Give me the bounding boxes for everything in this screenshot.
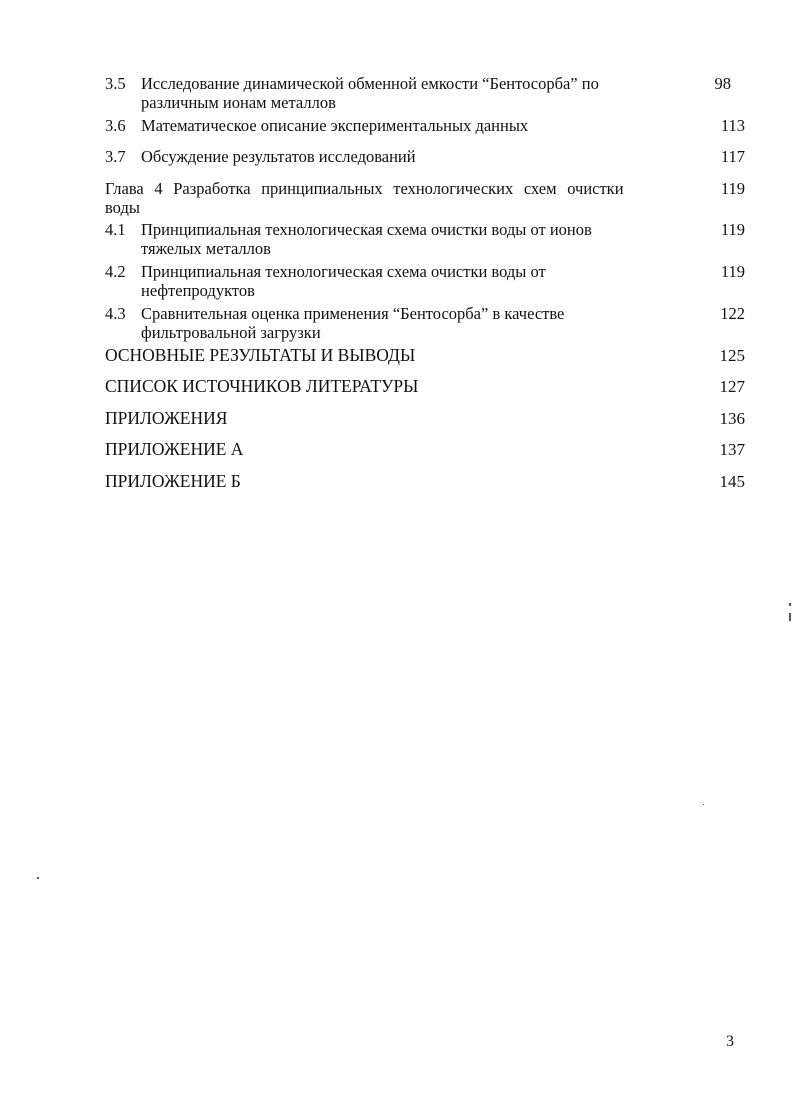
scan-speck bbox=[789, 613, 791, 621]
toc-entry-page: 119 bbox=[720, 220, 745, 239]
toc-entry-title-line1: ПРИЛОЖЕНИЕ А bbox=[105, 439, 244, 459]
toc-entry-appendix-a bbox=[105, 440, 745, 459]
toc-entry-4-2 bbox=[105, 262, 745, 300]
toc-entry-page: 145 bbox=[719, 472, 745, 491]
toc-entry-title-line1: Принципиальная технологическая схема очистки воды от bbox=[141, 262, 546, 281]
scan-speck bbox=[37, 877, 39, 879]
toc-entry-number: 4.2 bbox=[105, 262, 126, 281]
toc-entry-4-1 bbox=[105, 220, 745, 258]
toc-entry-page: 127 bbox=[719, 377, 745, 396]
toc-entry-title-line2: различным ионам металлов bbox=[141, 93, 336, 112]
toc-entry-title-line1: СПИСОК ИСТОЧНИКОВ ЛИТЕРАТУРЫ bbox=[105, 376, 419, 396]
toc-entry-page: 125 bbox=[719, 346, 745, 365]
toc-entry-page: 117 bbox=[720, 147, 745, 166]
toc-entry-title-line2: воды bbox=[105, 198, 140, 217]
scan-speck bbox=[703, 804, 704, 805]
toc-entry-main-results bbox=[105, 346, 745, 365]
toc-entry-3-7 bbox=[105, 147, 745, 166]
toc-entry-title-line1: Математическое описание экспериментальных данных bbox=[141, 116, 529, 135]
toc-entry-title-line1: ПРИЛОЖЕНИЕ Б bbox=[105, 471, 241, 491]
toc-entry-title-line1: Сравнительная оценка применения “Бентосорба” в качестве bbox=[141, 304, 565, 323]
toc-entry-appendix-b bbox=[105, 472, 745, 491]
toc-entry-number: 3.5 bbox=[105, 74, 126, 93]
toc-entry-page: 136 bbox=[719, 409, 745, 428]
scan-speck bbox=[789, 603, 791, 606]
toc-entry-appendices bbox=[105, 409, 745, 428]
toc-entry-chapter-4 bbox=[105, 179, 745, 217]
toc-entry-4-3 bbox=[105, 304, 745, 342]
toc-entry-3-6 bbox=[105, 116, 745, 135]
toc-entry-page: 122 bbox=[720, 304, 745, 323]
toc-entry-number: 4.1 bbox=[105, 220, 126, 239]
toc-entry-3-5 bbox=[105, 74, 745, 112]
toc-entry-page: 119 bbox=[720, 262, 745, 281]
toc-entry-title-line2: фильтровальной загрузки bbox=[141, 323, 321, 342]
toc-entry-number: 3.7 bbox=[105, 147, 126, 166]
toc-entry-references bbox=[105, 377, 745, 396]
toc-entry-title-line1: ОСНОВНЫЕ РЕЗУЛЬТАТЫ И ВЫВОДЫ bbox=[105, 345, 416, 365]
toc-entry-page: 119 bbox=[720, 179, 745, 198]
toc-entry-title-line2: тяжелых металлов bbox=[141, 239, 271, 258]
toc-entry-title-line1: Принципиальная технологическая схема очистки воды от ионов bbox=[141, 220, 592, 239]
toc-entry-page: 137 bbox=[719, 440, 745, 459]
toc-entry-title-line1: Обсуждение результатов исследований bbox=[141, 147, 416, 166]
toc-entry-number: 3.6 bbox=[105, 116, 126, 135]
toc-entry-page: 98 bbox=[714, 74, 731, 93]
toc-entry-title-line2: нефтепродуктов bbox=[141, 281, 255, 300]
toc-entry-title-line1: Глава 4 Разработка принципиальных технологических схем очистки bbox=[105, 179, 624, 198]
toc-entry-title-line1: Исследование динамической обменной емкости “Бентосорба” по bbox=[141, 74, 599, 93]
toc-entry-page: 113 bbox=[720, 116, 745, 135]
toc-entry-title-line1: ПРИЛОЖЕНИЯ bbox=[105, 408, 228, 428]
page-number: 3 bbox=[726, 1033, 734, 1050]
toc-entry-number: 4.3 bbox=[105, 304, 126, 323]
